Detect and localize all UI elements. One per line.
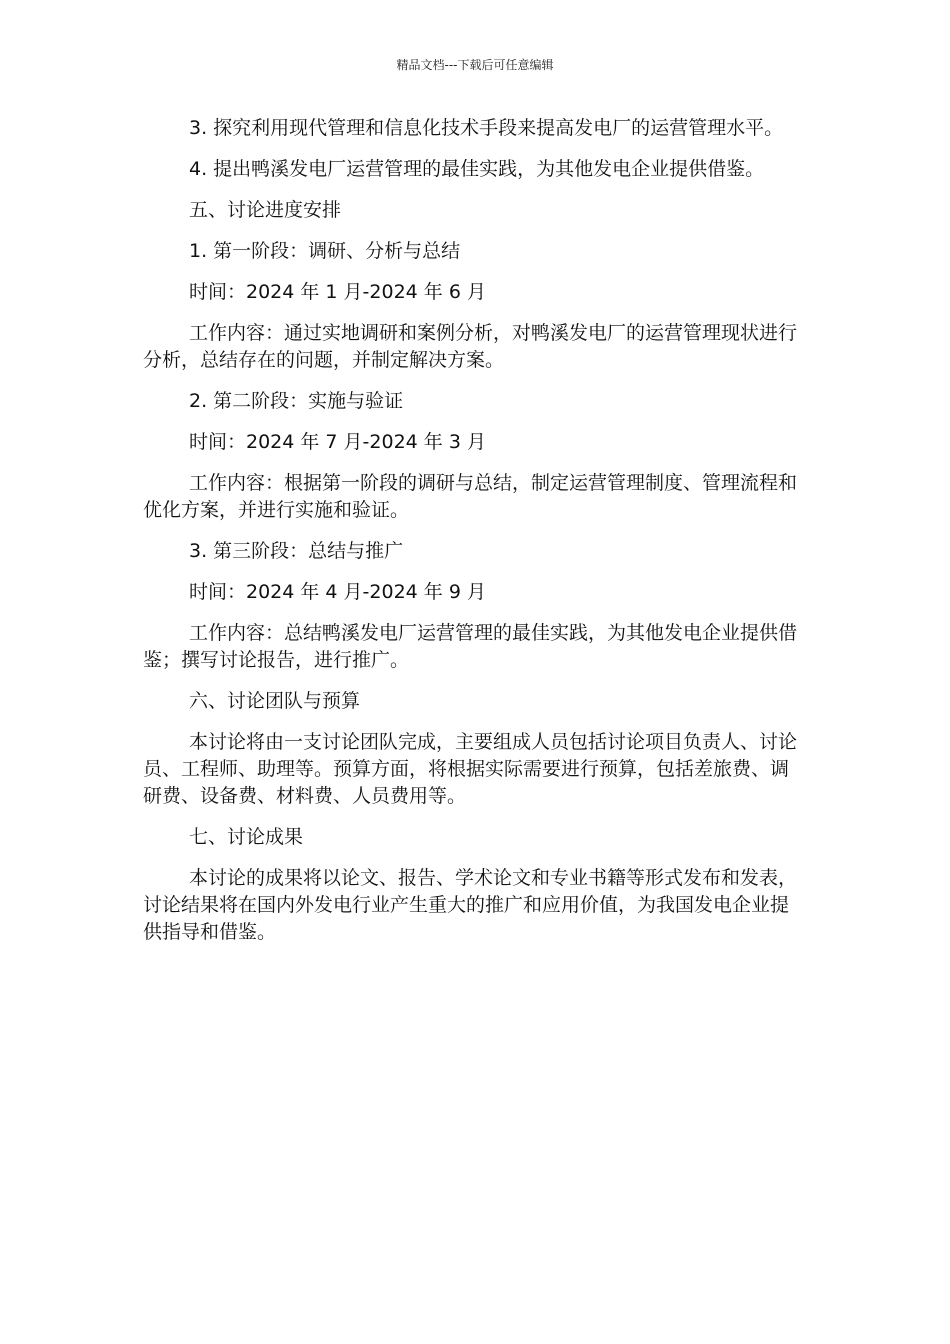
results-text: 本讨论的成果将以论文、报告、学术论文和专业书籍等形式发布和发表，讨论结果将在国内外发电行业产生重大的推广和应用价值，为我国发电企业提供指导和借鉴。	[143, 867, 798, 943]
phase-2-content: 工作内容：根据第一阶段的调研与总结，制定运营管理制度、管理流程和优化方案，并进行实施和验证。	[143, 472, 798, 521]
objective-3: 3. 探究利用现代管理和信息化技术手段来提高发电厂的运营管理水平。	[189, 117, 784, 139]
team-budget-text: 本讨论将由一支讨论团队完成，主要组成人员包括讨论项目负责人、讨论员、工程师、助理等。预算方面，将根据实际需要进行预算，包括差旅费、调研费、设备费、材料费、人员费用等。	[143, 731, 798, 807]
phase-2-time: 时间：2024 年 7 月-2024 年 3 月	[189, 431, 486, 453]
phase-3-title: 3. 第三阶段：总结与推广	[189, 540, 404, 562]
phase-3-content: 工作内容：总结鸭溪发电厂运营管理的最佳实践，为其他发电企业提供借鉴；撰写讨论报告，进行推广。	[143, 622, 798, 671]
phase-2-title: 2. 第二阶段：实施与验证	[189, 390, 404, 412]
phase-1-time: 时间：2024 年 1 月-2024 年 6 月	[189, 281, 486, 303]
phase-3-time: 时间：2024 年 4 月-2024 年 9 月	[189, 581, 486, 603]
section-heading-results: 七、讨论成果	[189, 826, 304, 848]
section-heading-schedule: 五、讨论进度安排	[189, 199, 342, 221]
section-heading-team-budget: 六、讨论团队与预算	[189, 690, 361, 712]
document-body	[143, 115, 807, 960]
phase-1-content: 工作内容：通过实地调研和案例分析，对鸭溪发电厂的运营管理现状进行分析，总结存在的问题，并制定解决方案。	[143, 322, 798, 371]
page-header: 精品文档---下载后可任意编辑	[396, 58, 554, 72]
phase-1-title: 1. 第一阶段：调研、分析与总结	[189, 240, 461, 262]
objective-4: 4. 提出鸭溪发电厂运营管理的最佳实践，为其他发电企业提供借鉴。	[189, 158, 765, 180]
